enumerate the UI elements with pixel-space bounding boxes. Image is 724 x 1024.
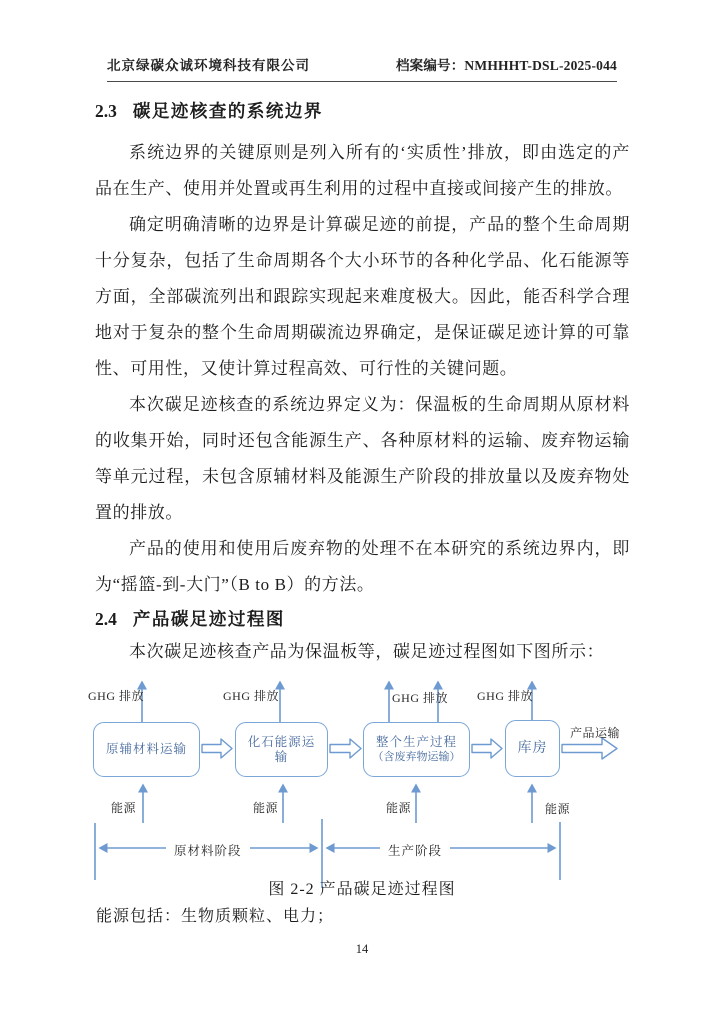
paragraph: 产品的使用和使用后废弃物的处理不在本研究的系统边界内，即为“摇篮-到-大门”（B to B）的方法。: [95, 539, 630, 594]
process-box-label: 化石能源运: [247, 734, 316, 749]
ghg-emission-label: GHG 排放: [88, 689, 144, 703]
energy-label: 能源: [111, 801, 137, 815]
process-box-raw-material-transport: [93, 722, 200, 777]
ghg-emission-label: GHG 排放: [392, 691, 448, 705]
ghg-emission-label: GHG 排放: [223, 689, 279, 703]
process-box-production-process: [363, 722, 470, 777]
section-title: 产品碳足迹过程图: [132, 609, 285, 629]
energy-label: 能源: [386, 801, 412, 815]
ghg-emission-label: GHG 排放: [477, 689, 533, 703]
process-box-label: （含废弃物运输）: [372, 750, 461, 763]
process-box-label: 原辅材料运输: [105, 742, 187, 756]
process-box-warehouse: [505, 720, 560, 777]
paragraph: 系统边界的关键原则是列入所有的‘实质性’排放，即由选定的产品在生产、使用并处置或再生利用的过程中直接或间接产生的排放。: [95, 143, 630, 198]
process-box-label: 整个生产过程: [375, 734, 457, 749]
paragraph: 本次碳足迹核查产品为保温板等，碳足迹过程图如下图所示：: [129, 642, 605, 661]
process-box-fossil-energy-transport: [235, 722, 328, 777]
header-company-name: 北京绿碳众诚环境科技有限公司: [107, 58, 310, 73]
header-archive-number: 档案编号：NMHHHT-DSL-2025-044: [395, 58, 617, 73]
process-box-label: 输: [274, 749, 289, 764]
process-box-label: 库房: [517, 741, 548, 756]
energy-label: 能源: [253, 801, 279, 815]
product-transport-label: 产品运输: [570, 726, 621, 740]
paragraph: 确定明确清晰的边界是计算碳足迹的前提，产品的整个生命周期十分复杂，包括了生命周期各个大小环节的各种化学品、化石能源等方面，全部碳流列出和跟踪实现起来难度极大。因此，能否科学合理地对于复杂的整个生命周期碳流边界确定，是保证碳足迹计算的可靠性、可用性，又使计算过程高效、可行性的关键问题。: [95, 215, 630, 378]
stage-label-raw-material: 原材料阶段: [166, 841, 250, 859]
energy-note: 能源包括：生物质颗粒、电力；: [96, 908, 335, 925]
ghg-emission-arrows: [142, 682, 532, 722]
section-number: 2.3: [95, 101, 117, 121]
figure-caption: 图 2-2 产品碳足迹过程图: [268, 881, 456, 898]
paragraph: 本次碳足迹核查的系统边界定义为：保温板的生命周期从原材料的收集开始，同时还包含能源生产、各种原材料的运输、废弃物运输等单元过程，未包含原辅材料及能源生产阶段的排放量以及废弃物处置的排放。: [95, 395, 630, 522]
energy-input-arrows: [143, 785, 532, 823]
section-title: 碳足迹核查的系统边界: [132, 101, 323, 121]
stage-label-production: 生产阶段: [380, 841, 450, 859]
energy-label: 能源: [545, 802, 571, 816]
page-number: 14: [355, 942, 369, 956]
section-number: 2.4: [95, 609, 117, 629]
